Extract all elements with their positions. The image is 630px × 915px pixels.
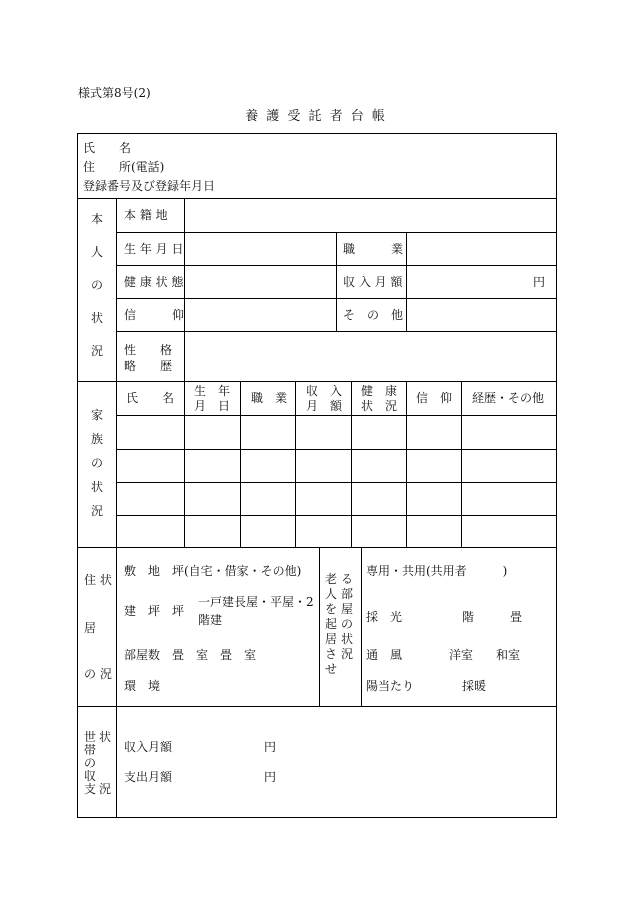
occupation-label: 職 業 — [343, 242, 404, 256]
exclusive-shared-label: 専用・共用(共用者 ) — [366, 564, 508, 578]
household-label-col2: 状 況 — [98, 730, 111, 796]
form-number: 様式第8号(2) — [78, 86, 151, 100]
rooms-label: 部屋数 畳 室 畳 室 — [124, 648, 257, 662]
household-expense-label: 支出月額 — [124, 770, 173, 784]
household-income-unit: 円 — [264, 740, 277, 754]
room-label-col1: 老 人 を 起 居 さ せ — [324, 572, 337, 676]
environment-label: 環 境 — [124, 679, 161, 693]
room-label-col2: る 部 屋 の 状 況 — [340, 572, 353, 661]
household-income-label: 収入月額 — [124, 740, 173, 754]
address-label: 住 所(電話) — [83, 160, 165, 174]
family-col-income-2: 月 額 — [306, 399, 343, 413]
building-type-2: 階建 — [198, 613, 223, 627]
family-col-name: 氏 名 — [126, 391, 175, 405]
page-title: 養 護 受 託 者 台 帳 — [245, 109, 385, 124]
domicile-label: 本 籍 地 — [124, 208, 168, 222]
character-label: 性 格 — [124, 343, 173, 357]
registration-label: 登録番号及び登録年月日 — [83, 179, 216, 193]
family-col-faith: 信 仰 — [416, 391, 453, 405]
history-label: 略 歴 — [124, 359, 173, 373]
site-label: 敷 地 坪(自宅・借家・その他) — [124, 564, 302, 578]
tatami-label: 畳 — [510, 610, 523, 624]
household-label-col1: 世 帯 の 収 支 — [83, 730, 96, 796]
family-col-health-2: 状 況 — [361, 399, 398, 413]
family-col-history: 経歴・その他 — [472, 391, 545, 405]
ventilation-label: 通 風 — [366, 648, 403, 662]
family-col-income-1: 収 入 — [306, 384, 343, 398]
name-label: 氏 名 — [83, 141, 132, 155]
heating-label: 採暖 — [462, 679, 487, 693]
japanese-room-label: 和室 — [496, 648, 521, 662]
family-col-birth-2: 月 日 — [194, 399, 231, 413]
income-label: 収 入 月 額 — [343, 275, 403, 289]
family-status-label: 家 族 の 状 況 — [90, 408, 103, 518]
housing-label-2: 居 — [84, 621, 97, 635]
housing-label-3: の 況 — [84, 667, 112, 681]
family-col-health-1: 健 康 — [361, 384, 398, 398]
building-label: 建 坪 坪 — [124, 604, 185, 618]
faith-label: 信 仰 — [124, 308, 185, 322]
building-type-1: 一戸建長屋・平屋・2 — [198, 595, 314, 609]
family-col-occupation: 職 業 — [251, 391, 288, 405]
other-label: そ の 他 — [343, 308, 404, 322]
western-room-label: 洋室 — [449, 648, 474, 662]
lighting-label: 採 光 — [366, 610, 403, 624]
self-status-label: 本 人 の 状 況 — [90, 212, 103, 358]
income-unit: 円 — [533, 275, 546, 289]
birthdate-label: 生 年 月 日 — [124, 242, 184, 256]
floor-label: 階 — [462, 610, 475, 624]
household-expense-unit: 円 — [264, 770, 277, 784]
sunlight-label: 陽当たり — [366, 679, 415, 693]
health-label: 健 康 状 態 — [124, 275, 184, 289]
housing-label-1: 住 状 — [84, 573, 112, 587]
family-col-birth-1: 生 年 — [194, 384, 231, 398]
